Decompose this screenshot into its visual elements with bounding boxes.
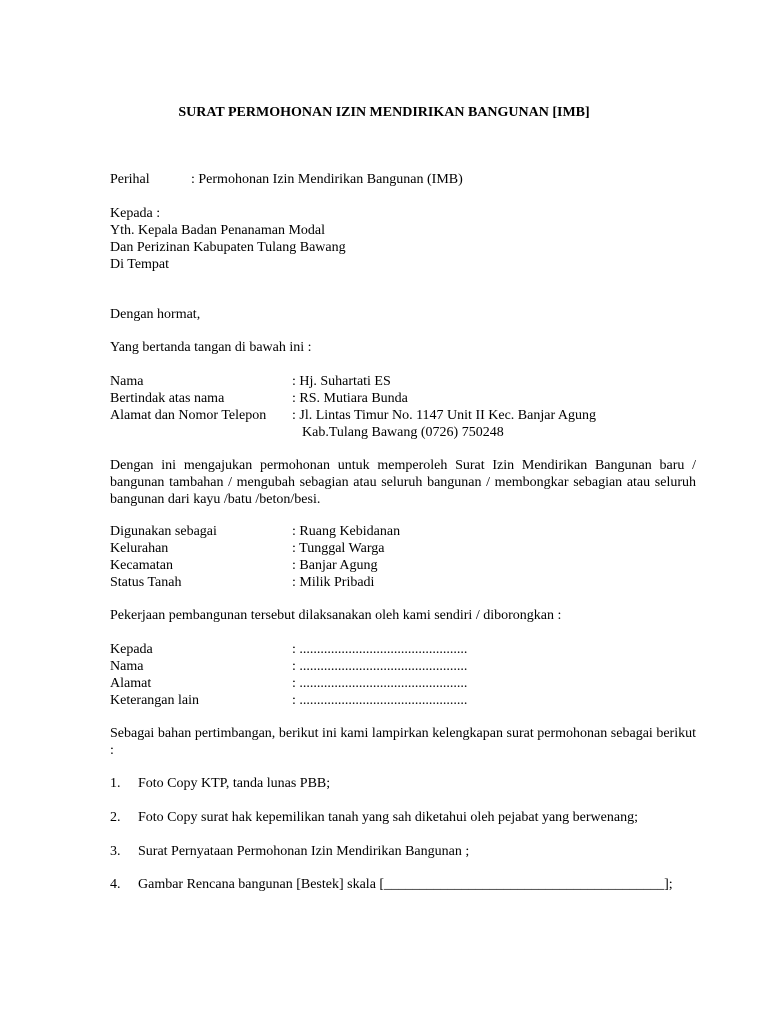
attachment-text: Foto Copy KTP, tanda lunas PBB; — [138, 776, 331, 791]
building-label: Digunakan sebagai — [110, 524, 217, 539]
applicant-label: Bertindak atas nama — [110, 391, 225, 406]
intro-text: Yang bertanda tangan di bawah ini : — [110, 340, 312, 355]
attachment-text: Foto Copy surat hak kepemilikan tanah yang sah diketahui oleh pejabat yang berwenang; — [138, 810, 638, 825]
contractor-label: Kepada — [110, 642, 153, 657]
subject-section — [110, 171, 696, 188]
subject-value: : Permohonan Izin Mendirikan Bangunan (IMB) — [191, 172, 463, 187]
contractor-label: Nama — [110, 659, 144, 674]
building-value: : Tunggal Warga — [292, 541, 385, 556]
contractor-label: Alamat — [110, 676, 152, 691]
contractor-blank: : ................................................ — [292, 693, 468, 708]
applicant-label: Alamat dan Nomor Telepon — [110, 408, 267, 423]
contractor-blank: : ................................................ — [292, 642, 468, 657]
attachment-item — [110, 775, 696, 792]
applicant-value: : RS. Mutiara Bunda — [292, 391, 408, 406]
building-row — [110, 574, 696, 591]
contractor-section — [110, 641, 696, 709]
contractor-blank: : ................................................ — [292, 659, 468, 674]
attachment-number: 4. — [110, 877, 121, 892]
attachment-text: Gambar Rencana bangunan [Bestek] skala [________________________________________]; — [138, 877, 673, 892]
contractor-row — [110, 692, 696, 709]
applicant-row — [110, 407, 696, 424]
attachment-text: Surat Pernyataan Permohonan Izin Mendirikan Bangunan ; — [138, 844, 470, 859]
recipient-line: Kepada : — [110, 206, 161, 221]
building-label: Kecamatan — [110, 558, 173, 573]
building-value: : Milik Pribadi — [292, 575, 375, 590]
document-title: SURAT PERMOHONAN IZIN MENDIRIKAN BANGUNAN [IMB] — [178, 105, 590, 120]
subject-label: Perihal — [110, 172, 150, 187]
building-label: Kelurahan — [110, 541, 169, 556]
attachment-number: 2. — [110, 810, 121, 825]
greeting: Dengan hormat, — [110, 307, 201, 322]
contractor-blank: : ................................................ — [292, 676, 468, 691]
recipient-line: Dan Perizinan Kabupaten Tulang Bawang — [110, 240, 346, 255]
recipient-section — [110, 205, 696, 273]
building-row — [110, 540, 696, 557]
attachments-intro: Sebagai bahan pertimbangan, berikut ini kami lampirkan kelengkapan surat permohonan sebagai berikut : — [110, 726, 696, 758]
applicant-value: : Jl. Lintas Timur No. 1147 Unit II Kec. Banjar Agung — [292, 408, 596, 423]
contractor-row — [110, 675, 696, 692]
recipient-line: Di Tempat — [110, 257, 170, 272]
attachment-item — [110, 876, 696, 893]
applicant-section — [110, 373, 696, 441]
contractor-row — [110, 641, 696, 658]
building-label: Status Tanah — [110, 575, 182, 590]
building-section — [110, 523, 696, 591]
attachment-number: 3. — [110, 844, 121, 859]
contractor-intro: Pekerjaan pembangunan tersebut dilaksanakan oleh kami sendiri / diborongkan : — [110, 608, 562, 623]
request-paragraph: Dengan ini mengajukan permohonan untuk memperoleh Surat Izin Mendirikan Bangunan baru / bangunan tambahan / mengubah sebagian atau seluruh bangunan / membongkar sebagian atau seluruh bangunan dari kayu /batu /beton/besi. — [110, 458, 696, 507]
applicant-label: Nama — [110, 374, 144, 389]
building-value: : Banjar Agung — [292, 558, 378, 573]
attachment-item — [110, 843, 696, 860]
building-value: : Ruang Kebidanan — [292, 524, 401, 539]
contractor-label: Keterangan lain — [110, 693, 200, 708]
applicant-address-continuation: Kab.Tulang Bawang (0726) 750248 — [302, 425, 504, 440]
applicant-row — [110, 390, 696, 407]
building-row — [110, 523, 696, 540]
contractor-row — [110, 658, 696, 675]
applicant-value: : Hj. Suhartati ES — [292, 374, 391, 389]
attachment-number: 1. — [110, 776, 121, 791]
attachment-item — [110, 809, 696, 826]
recipient-line: Yth. Kepala Badan Penanaman Modal — [110, 223, 325, 238]
building-row — [110, 557, 696, 574]
applicant-row — [110, 373, 696, 390]
